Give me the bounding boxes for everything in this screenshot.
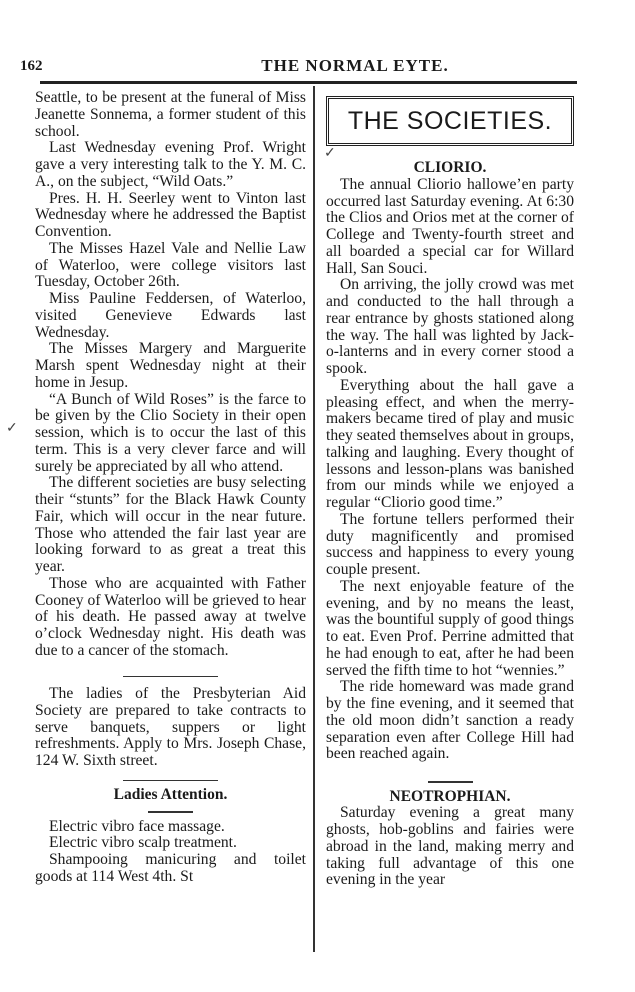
paragraph: Saturday evening a great many ghosts, hob-goblins and fairies were abroad in the land, making merry and taking full advantage of this one evening in the year: [326, 804, 574, 889]
paragraph: The Misses Hazel Vale and Nellie Law of Waterloo, were college visitors last Tuesday, October 26th.: [35, 239, 306, 291]
left-column: [35, 90, 306, 886]
separator-rule: [123, 676, 218, 678]
right-column: [326, 90, 574, 889]
ad-heading: Ladies Attention.: [113, 786, 228, 804]
header-rule: [40, 81, 577, 84]
paragraph: On arriving, the jolly crowd was met and conducted to the hall through a rear entrance by ghosts stationed along the way. The hall was lighted by Jack-o-lanterns and in every corner stood a spook.: [326, 276, 574, 377]
cliorio-heading: CLIORIO.: [413, 159, 487, 176]
neotrophian-heading: NEOTROPHIAN.: [389, 787, 511, 805]
paragraph: The next enjoyable feature of the evening, and by no means the least, was the bountiful supply of good things to eat. Even Prof. Perrine admitted that he had enough to eat, after he had been served the fifth time to hot “wennies.”: [326, 577, 574, 679]
paragraph: The fortune tellers performed their duty magnificently and promised success and happiness to every young couple present.: [326, 510, 574, 578]
ad-line: Electric vibro scalp treatment.: [49, 834, 237, 852]
separator-rule: [428, 781, 473, 783]
paragraph: Everything about the hall gave a pleasing effect, and when the merry-makers became tired of play and music they seated themselves about in groups, talking and laughing. Every thought of lessons and lesson-plans was banished from our minds while we enjoyed a regular “Cliorio good time.”: [326, 376, 574, 511]
publication-title: THE NORMAL EYTE.: [261, 56, 449, 75]
paragraph: Seattle, to be present at the funeral of Miss Jeanette Sonnema, a former student of this school.: [35, 89, 306, 140]
paragraph: The Misses Margery and Marguerite Marsh spent Wednesday night at their home in Jesup.: [35, 340, 306, 391]
separator-rule: [148, 811, 193, 813]
paragraph: Miss Pauline Feddersen, of Waterloo, visited Genevieve Edwards last Wednesday.: [35, 290, 306, 341]
paragraph: The ride homeward was made grand by the fine evening, and it seemed that the old moon didn’t sanction a ready separation even after College Hill had been reached again.: [326, 678, 574, 763]
paragraph: Last Wednesday evening Prof. Wright gave a very interesting talk to the Y. M. C. A., on the subject, “Wild Oats.”: [35, 139, 306, 190]
presbyterian-notice: The ladies of the Presbyterian Aid Society are prepared to take contracts to serve banquets, suppers or light refreshments. Apply to Mrs. Joseph Chase, 124 W. Sixth street.: [35, 685, 306, 769]
page-number: 162: [20, 58, 43, 74]
section-title-box: [326, 96, 574, 146]
ad-line: Electric vibro face massage.: [49, 817, 225, 835]
ad-line: Shampooing manicuring and toilet goods at 114 West 4th. St: [35, 851, 306, 885]
paragraph: Those who are acquainted with Father Cooney of Waterloo will be grieved to hear of his death. He passed away at twelve o’clock Wednesday night. His death was due to a cancer of the stomach.: [35, 574, 306, 659]
checkmark-annotation-icon: ✓: [324, 146, 336, 161]
paragraph: “A Bunch of Wild Roses” is the farce to be given by the Clio Society in their open session, which is to occur the last of this term. This is a very clever farce and will surely be appreciated by all who attend.: [35, 390, 306, 475]
separator-rule: [123, 780, 218, 782]
checkmark-annotation-icon: ✓: [6, 421, 18, 436]
paragraph: Pres. H. H. Seerley went to Vinton last Wednesday where he addressed the Baptist Convention.: [35, 189, 306, 240]
section-title: THE SOCIETIES.: [347, 106, 553, 135]
paragraph: The annual Cliorio hallowe’en party occurred last Saturday evening. At 6:30 the Clios and Orios met at the corner of College and Twenty-fourth street and all boarded a special car for Willard Hall, San Souci.: [326, 175, 574, 277]
paragraph: The different societies are busy selecting their “stunts” for the Black Hawk County Fair, which will occur in the near future. Those who attended the fair last year are looking forward to as great a treat this year.: [35, 474, 306, 575]
column-divider: [313, 86, 315, 952]
